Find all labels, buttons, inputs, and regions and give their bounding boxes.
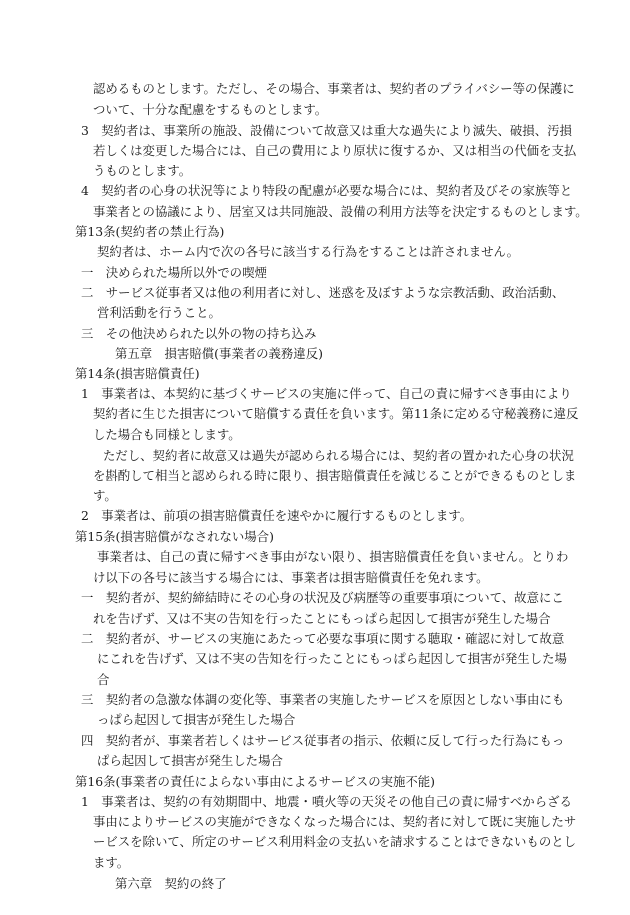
text-line: 事業者との協議により、居室又は共同施設、設備の利用方法等を決定するものとします。 bbox=[93, 204, 588, 219]
text-line: 若しくは変更した場合には、自己の費用により原状に復するか、又は相当の代価を支払 bbox=[93, 143, 577, 158]
clause-item: 一 契約者が、契約締結時にその心身の状況及び病歴等の重要事項について、故意にこ bbox=[81, 590, 564, 605]
text-line: を斟酌して相当と認められる時に限り、損害賠償責任を減じることができるものとしま bbox=[93, 468, 577, 483]
text-line: ービスを除いて、所定のサービス利用料金の支払いを請求することはできないものとし bbox=[93, 834, 576, 849]
clause-item: 1 事業者は、本契約に基づくサービスの実施に伴って、自己の責に帰すべき事由により bbox=[81, 386, 572, 401]
clause-item: 一 決められた場所以外での喫煙 bbox=[81, 265, 267, 280]
text-line: ぱら起因して損害が発生した場合 bbox=[97, 753, 283, 768]
clause-item: 三 契約者の急激な体調の変化等、事業者の実施したサービスを原因としない事由にも bbox=[81, 692, 565, 707]
text-line: うものとします。 bbox=[93, 163, 192, 178]
article-heading: 第13条(契約者の禁止行為) bbox=[75, 224, 225, 239]
text-line: した場合も同様とします。 bbox=[93, 427, 241, 442]
text-line: 事由によりサービスの実施ができなくなった場合には、契約者に対して既に実施したサ bbox=[93, 814, 577, 829]
text-line: 契約者に生じた損害について賠償する責任を負います。第11条に定める守秘義務に違反 bbox=[93, 406, 579, 421]
text-line: 契約者は、ホーム内で次の各号に該当する行為をすることは許されません。 bbox=[97, 244, 520, 259]
text-line: れを告げず、又は不実の告知を行ったことにもっぱら起因して損害が発生した場合 bbox=[93, 611, 551, 626]
text-line: ます。 bbox=[93, 855, 130, 870]
clause-item: 3 契約者は、事業所の施設、設備について故意又は重大な過失により滅失、破損、汚損 bbox=[81, 123, 572, 138]
clause-item: 2 事業者は、前項の損害賠償責任を速やかに履行するものとします。 bbox=[81, 508, 473, 523]
article-heading: 第15条(損害賠償がなされない場合) bbox=[75, 529, 274, 544]
article-heading: 第14条(損害賠償責任) bbox=[75, 366, 200, 381]
text-line: 営利活動を行うこと。 bbox=[97, 305, 221, 320]
text-line: ついて、十分な配慮をするものとします。 bbox=[93, 102, 328, 117]
text-line: 合 bbox=[97, 672, 110, 687]
chapter-heading: 第五章 損害賠償(事業者の義務違反) bbox=[115, 346, 323, 361]
text-line: にこれを告げず、又は不実の告知を行ったことにもっぱら起因して損害が発生した場 bbox=[97, 651, 567, 666]
clause-item: 4 契約者の心身の状況等により特段の配慮が必要な場合には、契約者及びその家族等と bbox=[81, 183, 573, 198]
text-line: っぱら起因して損害が発生した場合 bbox=[97, 712, 296, 727]
article-heading: 第16条(事業者の責任によらない事由によるサービスの実施不能) bbox=[75, 774, 435, 789]
text-line: す。 bbox=[93, 488, 117, 503]
text-line: 事業者は、自己の責に帰すべき事由がない限り、損害賠償責任を負いません。とりわ bbox=[97, 549, 569, 564]
clause-item: 1 事業者は、契約の有効期間中、地震・噴火等の天災その他自己の責に帰すべからざる bbox=[81, 794, 572, 809]
clause-item: 二 契約者が、サービスの実施にあたって必要な事項に関する聴取・確認に対して故意 bbox=[81, 631, 565, 646]
chapter-heading: 第六章 契約の終了 bbox=[115, 876, 227, 891]
clause-item: 二 サービス従事者又は他の利用者に対し、迷惑を及ぼすような宗教活動、政治活動、 bbox=[81, 285, 565, 300]
text-line: ただし、契約者に故意又は過失が認められる場合には、契約者の置かれた心身の状況 bbox=[103, 448, 574, 463]
clause-item: 三 その他決められた以外の物の持ち込み bbox=[81, 326, 317, 341]
text-line: け以下の各号に該当する場合には、事業者は損害賠償責任を免れます。 bbox=[93, 570, 489, 585]
clause-item: 四 契約者が、事業者若しくはサービス従事者の指示、依頼に反して行った行為にもっ bbox=[81, 733, 565, 748]
text-line: 認めるものとします。ただし、その場合、事業者は、契約者のプライバシー等の保護に bbox=[93, 81, 575, 96]
